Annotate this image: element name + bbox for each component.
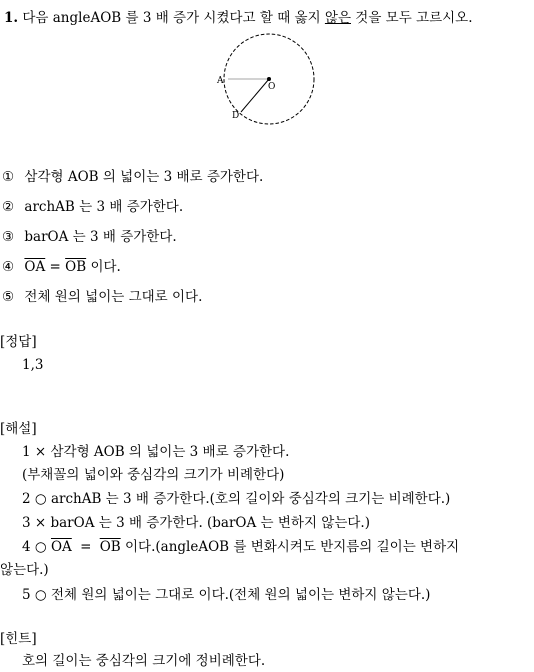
question-text-end: 것을 모두 고르시오. <box>351 10 473 26</box>
hint-heading: [힌트] <box>0 631 37 647</box>
equals-sign: = <box>80 539 92 555</box>
choice-text: archAB 는 3 배 증가한다. <box>24 199 184 215</box>
explanation-text: 이다.(angleAOB 를 변화시켜도 반지름의 길이는 변하지 <box>125 539 460 555</box>
segment-ob: $\overline{OB}$ <box>99 539 121 555</box>
choice-marker: ⑤ <box>2 289 15 305</box>
explanation-heading: [해설] <box>0 421 37 437</box>
question-text: 다음 angleAOB 를 3 배 증가 시켰다고 할 때 옳지 <box>22 10 325 26</box>
answer-heading: [정답] <box>0 334 37 350</box>
choice-3 <box>2 229 177 246</box>
choice-marker: ② <box>2 199 15 215</box>
label-a: A <box>217 76 224 86</box>
explanation-line: 2 ○ archAB 는 3 배 증가한다.(호의 길이와 중심각의 크기는 비례한다.) <box>22 491 451 507</box>
choice-text: 전체 원의 넓이는 그대로 이다. <box>24 289 203 305</box>
choice-text: 삼각형 AOB 의 넓이는 3 배로 증가한다. <box>24 169 264 185</box>
radius-od <box>241 79 269 112</box>
equals-sign: = <box>49 259 61 275</box>
label-d: D <box>232 111 240 121</box>
segment-ob: $\overline{OB}$ <box>65 259 87 275</box>
question-number: 1. <box>4 10 19 26</box>
choice-text: barOA 는 3 배 증가한다. <box>24 229 177 245</box>
segment-oa: $\overline{OA}$ <box>50 539 72 555</box>
explanation-prefix: 4 ○ <box>22 539 47 555</box>
explanation-line: 3 × barOA 는 3 배 증가한다. (barOA 는 변하지 않는다.) <box>22 515 370 531</box>
choice-marker: ④ <box>2 259 15 275</box>
explanation-line-4-cont: 않는다.) <box>0 562 49 578</box>
choice-1 <box>2 169 263 186</box>
explanation-line: 5 ○ 전체 원의 넓이는 그대로 이다.(전체 원의 넓이는 변하지 않는다.) <box>22 587 431 603</box>
hint-text: 호의 길이는 중심각의 크기에 정비례한다. <box>22 653 266 669</box>
choice-5 <box>2 289 202 306</box>
label-o: O <box>268 82 276 92</box>
explanation-line: (부채꼴의 넓이와 중심각의 크기가 비례한다) <box>22 467 285 483</box>
choice-2 <box>2 199 183 216</box>
choice-marker: ③ <box>2 229 15 245</box>
choice-marker: ① <box>2 169 15 185</box>
choice-4 <box>2 259 121 276</box>
explanation-line: 1 × 삼각형 AOB 의 넓이는 3 배로 증가한다. <box>22 444 290 460</box>
answer-value: 1,3 <box>22 357 44 373</box>
segment-oa: $\overline{OA}$ <box>24 259 46 275</box>
choice-text: 이다. <box>90 259 121 275</box>
center-point-o <box>267 77 271 81</box>
explanation-line-4 <box>22 539 459 556</box>
question-underlined-word: 않은 <box>324 10 351 26</box>
